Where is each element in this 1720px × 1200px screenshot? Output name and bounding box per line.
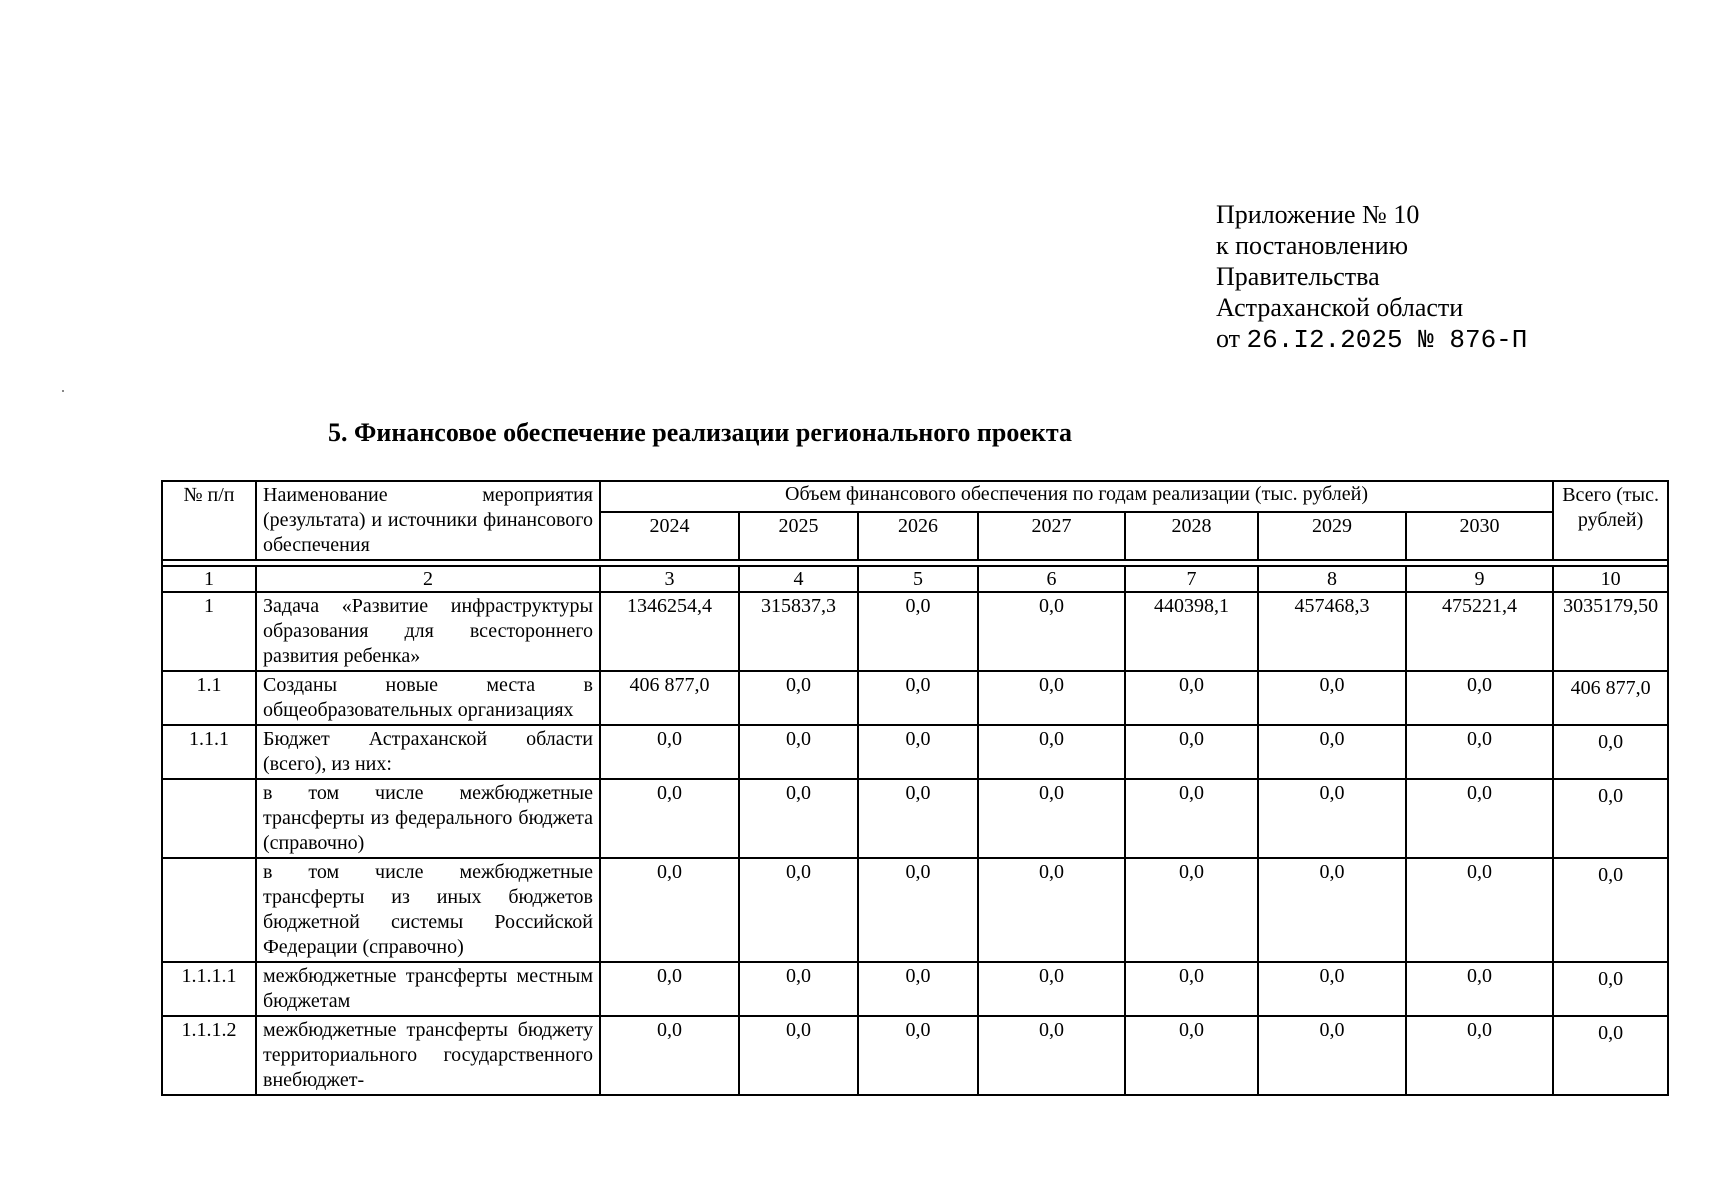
table-row (162, 962, 1668, 1016)
header-volume: Объем финансового обеспечения по годам реализации (тыс. рублей) (600, 481, 1553, 512)
annex-prefix: от (1216, 324, 1241, 353)
value-cell-2028: 0,0 (1125, 779, 1258, 858)
value-cell-2027: 0,0 (978, 962, 1125, 1016)
value-cell-2029: 0,0 (1258, 725, 1406, 779)
value-cell-2026: 0,0 (858, 962, 978, 1016)
value-cell-2025: 0,0 (739, 858, 858, 962)
row-name: Задача «Развитие инфраструктуры образования для всестороннего развития ребенка» (256, 592, 600, 671)
row-number: 1.1 (162, 671, 256, 725)
value-cell-2028: 0,0 (1125, 858, 1258, 962)
column-index-cell: 7 (1125, 566, 1258, 592)
value-cell-2028: 0,0 (1125, 725, 1258, 779)
value-cell-2027: 0,0 (978, 858, 1125, 962)
total-cell: 406 877,0 (1553, 671, 1668, 725)
value-cell-2030: 0,0 (1406, 779, 1553, 858)
row-name: межбюджетные трансферты местным бюджетам (256, 962, 600, 1016)
value-cell-2026: 0,0 (858, 858, 978, 962)
row-number (162, 779, 256, 858)
value-cell-2024: 0,0 (600, 858, 739, 962)
header-year-2028: 2028 (1125, 512, 1258, 560)
table-row (162, 779, 1668, 858)
value-cell-2029: 0,0 (1258, 962, 1406, 1016)
value-cell-2024: 0,0 (600, 1016, 739, 1095)
total-cell: 0,0 (1553, 1016, 1668, 1095)
value-cell-2024: 0,0 (600, 725, 739, 779)
header-year-2024: 2024 (600, 512, 739, 560)
value-cell-2026: 0,0 (858, 779, 978, 858)
value-cell-2029: 0,0 (1258, 1016, 1406, 1095)
value-cell-2024: 0,0 (600, 962, 739, 1016)
row-name: Созданы новые места в общеобразовательных организациях (256, 671, 600, 725)
annex-line-4: Астраханской области (1216, 293, 1464, 322)
row-number (162, 858, 256, 962)
header-num: № п/п (162, 481, 256, 560)
section-title: 5. Финансовое обеспечение реализации регионального проекта (328, 418, 1072, 447)
value-cell-2030: 0,0 (1406, 1016, 1553, 1095)
value-cell-2028: 0,0 (1125, 962, 1258, 1016)
annex-block (1216, 199, 1527, 356)
row-number: 1 (162, 592, 256, 671)
total-cell: 0,0 (1553, 858, 1668, 962)
value-cell-2027: 0,0 (978, 725, 1125, 779)
total-cell: 0,0 (1553, 779, 1668, 858)
header-name: Наименование мероприятия (результата) и источники финансового обеспечения (256, 481, 600, 560)
annex-line-3: Правительства (1216, 262, 1380, 291)
row-name: межбюджетные трансферты бюджету территориального государственного внебюджет- (256, 1016, 600, 1095)
value-cell-2025: 315837,3 (739, 592, 858, 671)
table-row (162, 671, 1668, 725)
value-cell-2027: 0,0 (978, 779, 1125, 858)
financing-table (161, 480, 1669, 1096)
header-year-2025: 2025 (739, 512, 858, 560)
value-cell-2025: 0,0 (739, 1016, 858, 1095)
annex-line-2: к постановлению (1216, 231, 1409, 260)
value-cell-2029: 0,0 (1258, 779, 1406, 858)
header-year-2027: 2027 (978, 512, 1125, 560)
value-cell-2029: 0,0 (1258, 858, 1406, 962)
column-index-cell: 5 (858, 566, 978, 592)
value-cell-2024: 1346254,4 (600, 592, 739, 671)
table-row (162, 1016, 1668, 1095)
value-cell-2027: 0,0 (978, 592, 1125, 671)
column-index-cell: 2 (256, 566, 600, 592)
value-cell-2028: 0,0 (1125, 1016, 1258, 1095)
total-cell: 0,0 (1553, 962, 1668, 1016)
value-cell-2028: 0,0 (1125, 671, 1258, 725)
column-index-cell: 3 (600, 566, 739, 592)
header-year-2030: 2030 (1406, 512, 1553, 560)
value-cell-2025: 0,0 (739, 671, 858, 725)
value-cell-2026: 0,0 (858, 592, 978, 671)
value-cell-2024: 0,0 (600, 779, 739, 858)
value-cell-2030: 0,0 (1406, 725, 1553, 779)
value-cell-2025: 0,0 (739, 779, 858, 858)
value-cell-2030: 0,0 (1406, 962, 1553, 1016)
value-cell-2026: 0,0 (858, 1016, 978, 1095)
table-row (162, 592, 1668, 671)
value-cell-2025: 0,0 (739, 725, 858, 779)
value-cell-2028: 440398,1 (1125, 592, 1258, 671)
value-cell-2027: 0,0 (978, 1016, 1125, 1095)
row-number: 1.1.1.1 (162, 962, 256, 1016)
value-cell-2026: 0,0 (858, 671, 978, 725)
row-number: 1.1.1.2 (162, 1016, 256, 1095)
value-cell-2029: 457468,3 (1258, 592, 1406, 671)
header-total: Всего (тыс. рублей) (1553, 481, 1668, 560)
row-name: в том числе межбюджетные трансферты из федерального бюджета (справочно) (256, 779, 600, 858)
value-cell-2030: 0,0 (1406, 671, 1553, 725)
header-row-1 (162, 481, 1668, 512)
table-row (162, 858, 1668, 962)
column-index-cell: 10 (1553, 566, 1668, 592)
total-cell: 3035179,50 (1553, 592, 1668, 671)
column-index-cell: 6 (978, 566, 1125, 592)
column-index-cell: 1 (162, 566, 256, 592)
value-cell-2025: 0,0 (739, 962, 858, 1016)
column-index-cell: 9 (1406, 566, 1553, 592)
scan-speck (62, 390, 64, 392)
row-number: 1.1.1 (162, 725, 256, 779)
value-cell-2024: 406 877,0 (600, 671, 739, 725)
column-index-cell: 4 (739, 566, 858, 592)
value-cell-2030: 0,0 (1406, 858, 1553, 962)
row-name: Бюджет Астраханской области (всего), из них: (256, 725, 600, 779)
header-year-2026: 2026 (858, 512, 978, 560)
annex-date-number: 26.I2.2025 № 876-П (1246, 325, 1528, 355)
value-cell-2026: 0,0 (858, 725, 978, 779)
annex-date-number-line (1216, 323, 1527, 356)
table-row (162, 725, 1668, 779)
annex-line-1: Приложение № 10 (1216, 200, 1420, 229)
row-name: в том числе межбюджетные трансферты из иных бюджетов бюджетной системы Российской Федерации (справочно) (256, 858, 600, 962)
column-index-row (162, 566, 1668, 592)
value-cell-2029: 0,0 (1258, 671, 1406, 725)
value-cell-2030: 475221,4 (1406, 592, 1553, 671)
total-cell: 0,0 (1553, 725, 1668, 779)
header-year-2029: 2029 (1258, 512, 1406, 560)
column-index-cell: 8 (1258, 566, 1406, 592)
value-cell-2027: 0,0 (978, 671, 1125, 725)
